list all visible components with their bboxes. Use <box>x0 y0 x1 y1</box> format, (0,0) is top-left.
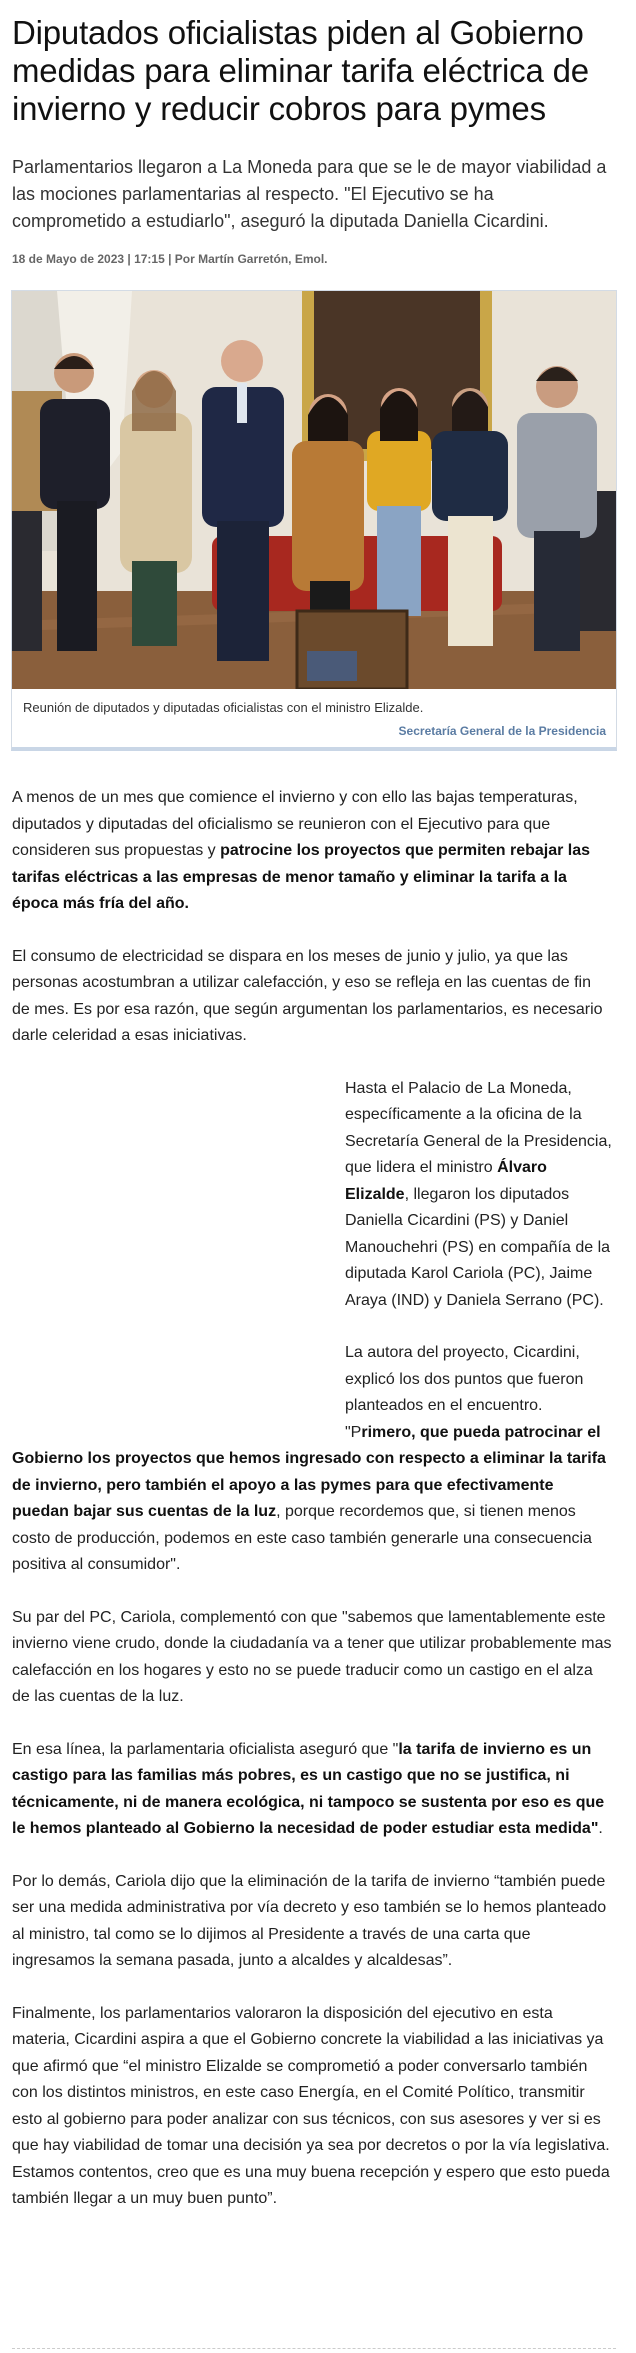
text: . <box>598 1820 603 1837</box>
bold-text: rimero, que pueda patrocinar el Gobierno los proyectos que hemos ingresado con respecto a eliminar la tarifa de invierno, pero también el apoyo a las pymes para que efectivamente puedan bajar sus cuentas de la luz <box>12 1423 606 1520</box>
divider <box>12 2348 616 2349</box>
text: Su par del PC, Cariola, complementó con que "sabemos que lamentablemente este invierno viene crudo, donde la ciudadanía va a tener que utilizar probablemente mas calefacción en los hogares y esto no se puede traducir como un castigo en el alza de las cuentas de la luz. <box>12 1608 612 1705</box>
text: , llegaron los diputados Daniella Cicardini (PS) y Daniel Manouchehri (PS) en compañía de la diputada Karol Cariola (PC), Jaime Araya (IND) y Daniela Serrano (PC). <box>345 1185 611 1309</box>
text: , porque recordemos que, si tienen menos costo de producción, podemos en este caso también generarle una consecuencia positiva al consumidor". <box>12 1503 592 1573</box>
article-title: Diputados oficialistas piden al Gobierno medidas para eliminar tarifa eléctrica de invierno y reducir cobros para pymes <box>12 14 589 127</box>
ad-placeholder <box>12 1076 332 1422</box>
text: En esa línea, la parlamentaria oficialista aseguró que " <box>12 1740 399 1758</box>
paragraph <box>12 785 612 918</box>
article <box>12 0 612 2239</box>
text: Por lo demás, Cariola dijo que la eliminación de la tarifa de invierno “también puede ser una medida administrativa por vía decreto y eso también se lo hemos planteado al ministro, tal como se lo dijimos al Presidente a través de una carta que ingresamos la semana pasada, junto a alcaldes y alcaldesas”. <box>12 1872 607 1969</box>
photo-figure <box>11 290 617 751</box>
article-meta: 18 de Mayo de 2023 | 17:15 | Por Martín Garretón, Emol. <box>12 252 328 266</box>
paragraph <box>12 1605 612 1711</box>
text: La autora del proyecto, Cicardini, explicó los dos puntos que fueron planteados en el encuentro. "P <box>345 1344 584 1441</box>
text: Finalmente, los parlamentarios valoraron la disposición del ejecutivo en esta materia, Cicardini aspira a que el Gobierno concrete la viabilidad a las iniciativas ya que afirmó que “el ministro Elizalde se comprometió a poder conversarlo también con los distintos ministros, en este caso Energía, en el Comité Político, transmitir esto al gobierno para poder analizar con sus técnicos, con sus asesores y ver si es que hay viabilidad de tomar una decisión ya sea por decretos o por la vía legislativa. Estamos contentos, creo que es una muy buena recepción y espero que esto pueda también llegar a un muy buen punto”. <box>12 2004 610 2207</box>
text: El consumo de electricidad se dispara en los meses de junio y julio, ya que las personas acostumbran a utilizar calefacción, y eso se refleja en las cuentas de fin de mes. Es por esa razón, que según argumentan los parlamentarios, es necesario darle celeridad a esas iniciativas. <box>12 947 603 1044</box>
photo-caption: Reunión de diputados y diputadas oficialistas con el ministro Elizalde. <box>23 700 424 715</box>
bold-text: la tarifa de invierno es un castigo para las familias más pobres, es un castigo que no se justifica, ni técnicamente, ni de manera ecológica, ni tampoco se sustenta por eso es que le hemos planteado al Gobierno la necesidad de poder estudiar esta medida" <box>12 1740 605 1837</box>
bold-text: patrocine los proyectos que permiten rebajar las tarifas eléctricas a las empresas de menor tamaño y eliminar la tarifa a la época más fría del año. <box>12 842 591 912</box>
paragraph <box>12 944 612 1050</box>
bold-text: Álvaro Elizalde <box>345 1159 547 1203</box>
article-photo[interactable] <box>12 291 616 689</box>
text: A menos de un mes que comience el invierno y con ello las bajas temperaturas, diputados y diputadas del oficialismo se reunieron con el Ejecutivo para que consideren sus propuestas y <box>12 789 578 859</box>
paragraph <box>12 1737 612 1843</box>
paragraph <box>12 1869 612 1975</box>
paragraph <box>12 2001 612 2213</box>
article-body <box>12 785 612 2213</box>
photo-credit: Secretaría General de la Presidencia <box>398 724 606 738</box>
article-subtitle: Parlamentarios llegaron a La Moneda para que se le de mayor viabilidad a las mociones parlamentarias al respecto. "El Ejecutivo se ha comprometido a estudiarlo", aseguró la diputada Daniella Cicardini. <box>12 157 607 231</box>
text: Hasta el Palacio de La Moneda, específicamente a la oficina de la Secretaría General de la Presidencia, que lidera el ministro <box>345 1079 612 1176</box>
